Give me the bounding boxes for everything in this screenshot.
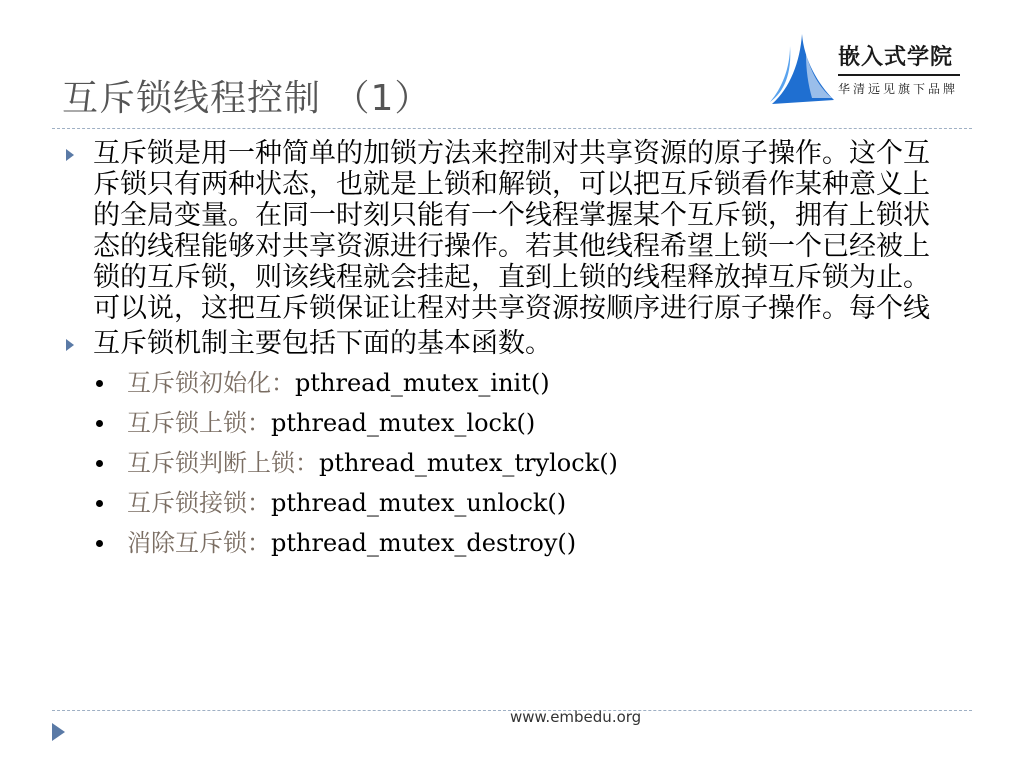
function-item	[60, 523, 960, 563]
function-label: 消除互斥锁：	[127, 529, 271, 557]
function-label: 互斥锁判断上锁：	[127, 449, 319, 477]
bullet-text: 互斥锁机制主要包括下面的基本函数。	[93, 328, 552, 359]
next-arrow-icon	[52, 723, 65, 741]
dot-bullet-icon	[96, 380, 103, 387]
bullet-item	[60, 328, 960, 359]
function-name: pthread_mutex_destroy()	[271, 529, 577, 557]
logo	[768, 32, 968, 107]
function-name: pthread_mutex_lock()	[271, 409, 536, 437]
top-divider	[52, 128, 972, 129]
logo-sail-icon	[768, 32, 836, 107]
logo-underline	[838, 74, 960, 76]
function-label: 互斥锁接锁：	[127, 489, 271, 517]
function-item	[60, 483, 960, 523]
function-item	[60, 403, 960, 443]
function-label: 互斥锁上锁：	[127, 409, 271, 437]
triangle-bullet-icon	[66, 339, 74, 351]
footer-url: www.embedu.org	[510, 708, 642, 726]
dot-bullet-icon	[96, 500, 103, 507]
function-name: pthread_mutex_trylock()	[319, 449, 618, 477]
function-name: pthread_mutex_init()	[295, 369, 550, 397]
bullet-text: 互斥锁是用一种简单的加锁方法来控制对共享资源的原子操作。这个互斥锁只有两种状态，也就是上锁和解锁，可以把互斥锁看作某种意义上的全局变量。在同一时刻只能有一个线程掌握某个互斥锁，拥有上锁状态的线程能够对共享资源进行操作。若其他线程希望上锁一个已经被上锁的互斥锁，则该线程就会挂起，直到上锁的线程释放掉互斥锁为止。可以说，这把互斥锁保证让程对共享资源按顺序进行原子操作。每个线	[93, 138, 930, 324]
dot-bullet-icon	[96, 540, 103, 547]
function-label: 互斥锁初始化：	[127, 369, 295, 397]
slide-content	[60, 138, 960, 563]
bullet-item	[60, 138, 960, 324]
logo-name: 嵌入式学院	[838, 45, 954, 70]
triangle-bullet-icon	[66, 149, 74, 161]
function-name: pthread_mutex_unlock()	[271, 489, 567, 517]
dot-bullet-icon	[96, 420, 103, 427]
function-item	[60, 363, 960, 403]
slide-title: 互斥锁线程控制 （1）	[62, 78, 432, 119]
function-item	[60, 443, 960, 483]
logo-tagline: 华清远见旗下品牌	[838, 82, 959, 96]
dot-bullet-icon	[96, 460, 103, 467]
